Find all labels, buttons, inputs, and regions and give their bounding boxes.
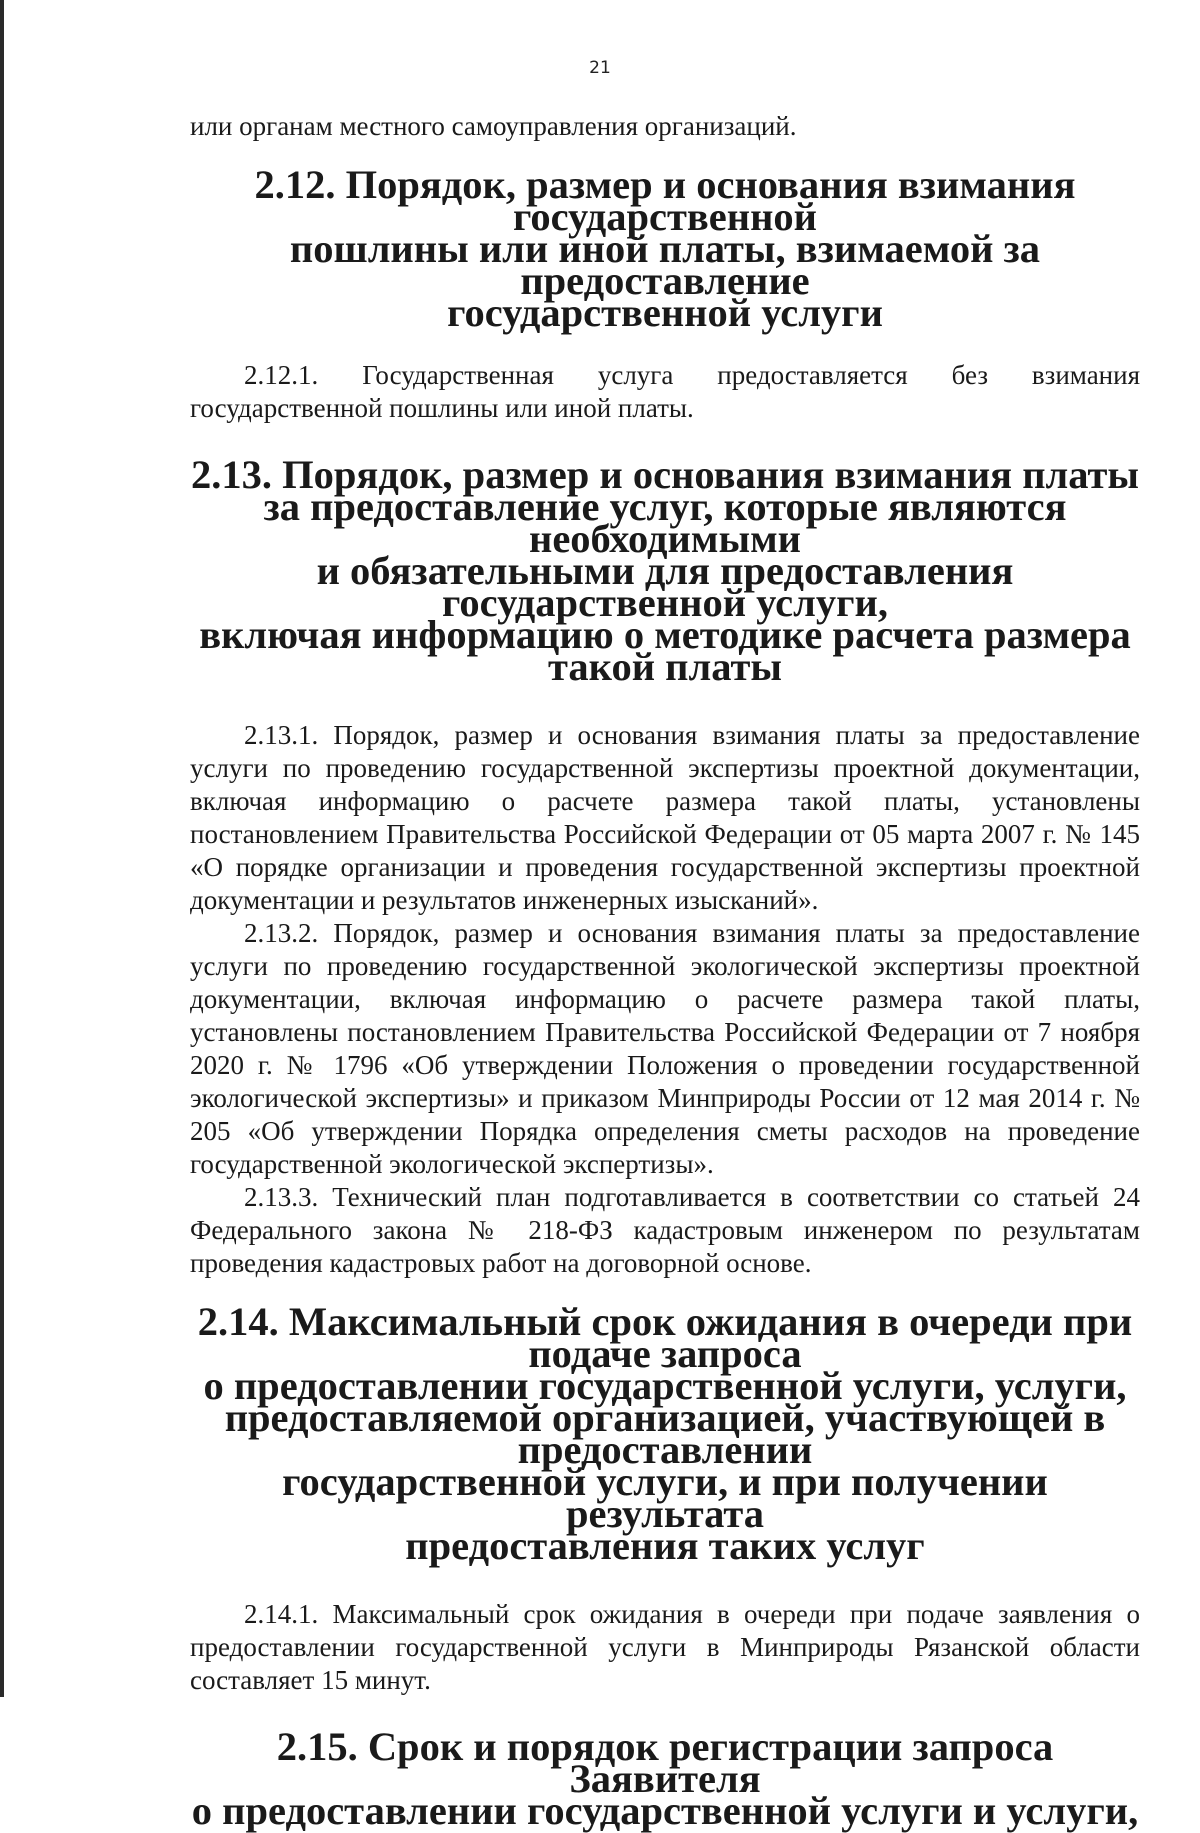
continuation-paragraph: или органам местного самоуправления организаций. <box>190 111 797 141</box>
heading-line: и обязательными для предоставления государственной услуги, <box>316 548 1014 625</box>
paragraph-2-13-2: 2.13.2. Порядок, размер и основания взимания платы за предоставление услуги по проведению государственной экологической экспертизы проектной документации, включая информацию о расчете размера такой платы, установлены постановлением Правительства Российской Федерации от 7 ноября 2020 г. № 1796 «Об утверждении Положения о проведении государственной экологической экспертизы» и приказом Минприроды России от 12 мая 2014 г. № 205 «Об утверждении Порядка определения сметы расходов на проведение государственной экологической экспертизы». <box>190 918 1140 1179</box>
paragraph-2-13-1: 2.13.1. Порядок, размер и основания взимания платы за предоставление услуги по проведению государственной экспертизы проектной документации, включая информацию о расчете размера такой платы, установлены постановлением Правительства Российской Федерации от 05 марта 2007 г. № 145 «О порядке организации и проведения государственной экспертизы проектной документации и результатов инженерных изысканий». <box>190 720 1140 915</box>
heading-line: 2.15. Срок и порядок регистрации запроса Заявителя <box>276 1724 1054 1801</box>
document-body <box>190 110 1140 1833</box>
heading-line: о предоставлении государственной услуги и услуги, <box>191 1788 1139 1833</box>
section-2-14-heading <box>190 1299 1140 1568</box>
paragraph-2-14-1: 2.14.1. Максимальный срок ожидания в очереди при подаче заявления о предоставлении государственной услуги в Минприроды Рязанской области составляет 15 минут. <box>190 1599 1140 1695</box>
heading-line: о предоставлении государственной услуги, услуги, <box>203 1363 1127 1408</box>
heading-line: 2.12. Порядок, размер и основания взимания государственной <box>254 162 1076 239</box>
heading-line: государственной услуги <box>447 290 883 335</box>
heading-line: пошлины или иной платы, взимаемой за предоставление <box>289 226 1041 303</box>
heading-line: предоставления таких услуг <box>405 1523 925 1568</box>
heading-line: за предоставление услуг, которые являются необходимыми <box>263 484 1067 561</box>
section-2-15-heading <box>190 1724 1140 1833</box>
heading-line: 2.13. Порядок, размер и основания взимания платы <box>191 452 1139 497</box>
heading-line: 2.14. Максимальный срок ожидания в очереди при подаче запроса <box>197 1299 1133 1376</box>
heading-line: государственной услуги, и при получении результата <box>282 1459 1048 1536</box>
section-2-13-heading <box>190 452 1140 689</box>
heading-line: включая информацию о методике расчета размера такой платы <box>199 612 1131 689</box>
paragraph-2-13-3: 2.13.3. Технический план подготавливается в соответствии со статьей 24 Федерального закона № 218-ФЗ кадастровым инженером по результатам проведения кадастровых работ на договорной основе. <box>190 1182 1140 1278</box>
page-number: 21 <box>589 58 611 78</box>
section-2-12-heading <box>190 162 1140 335</box>
paragraph-2-12-1: 2.12.1. Государственная услуга предоставляется без взимания государственной пошлины или иной платы. <box>190 360 1140 423</box>
page-left-edge <box>0 0 4 1697</box>
heading-line: предоставляемой организацией, участвующей в предоставлении <box>224 1395 1106 1472</box>
